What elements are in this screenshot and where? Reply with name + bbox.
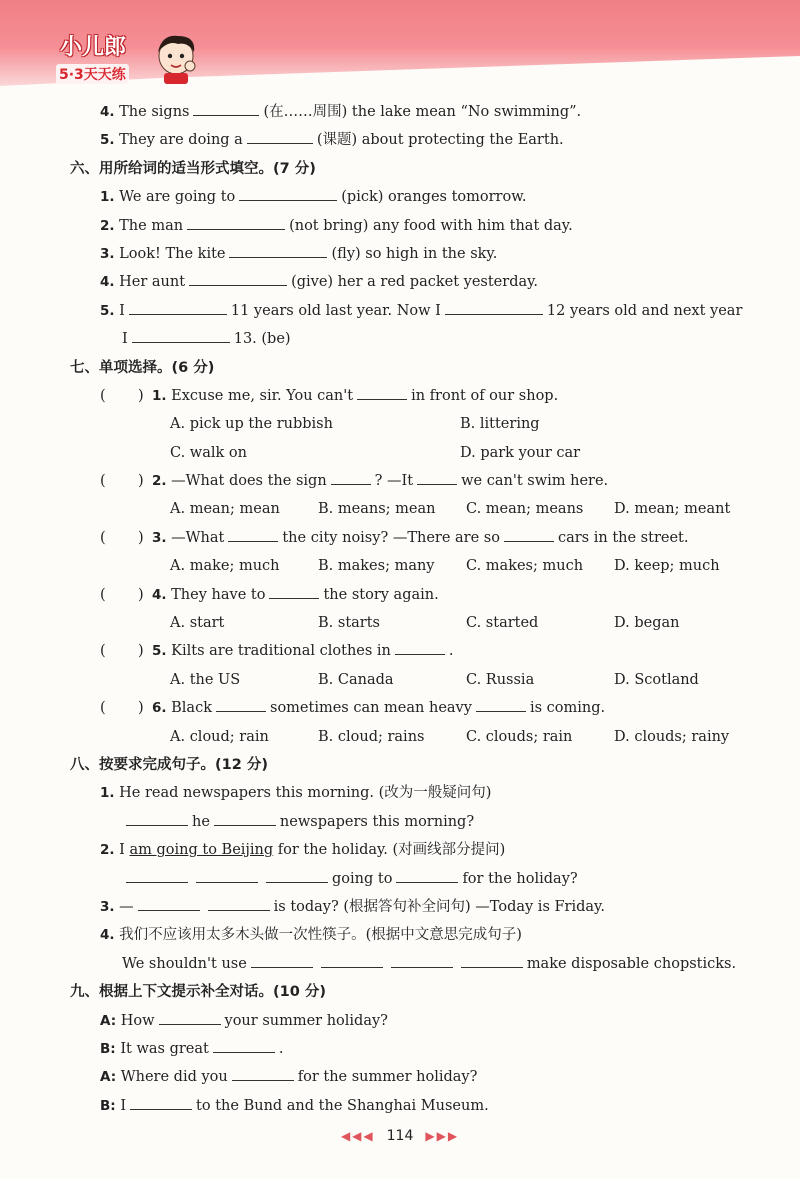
mc-options	[100, 609, 770, 637]
section-8-title: 八、按要求完成句子。(12 分)	[70, 756, 268, 773]
dialogue-line: B: I to the Bund and the Shanghai Museum.	[100, 1092, 770, 1120]
answer-blank[interactable]	[132, 325, 230, 343]
answer-blank[interactable]	[391, 950, 453, 968]
option[interactable]: B. littering	[460, 416, 540, 433]
fill-item: 3. Look! The kite (fly) so high in the sky.	[100, 240, 770, 268]
page-number: 114	[386, 1128, 414, 1144]
left-arrows-icon: ◀◀◀	[340, 1129, 375, 1143]
answer-blank[interactable]	[239, 183, 337, 201]
mc-question: ( ) 4. They have to the story again.	[100, 581, 770, 609]
answer-blank[interactable]	[126, 865, 188, 883]
right-arrows-icon: ▶▶▶	[425, 1129, 460, 1143]
answer-blank[interactable]	[130, 1092, 192, 1110]
mc-options	[100, 439, 770, 467]
option[interactable]: A. cloud; rain	[170, 728, 269, 745]
answer-blank[interactable]	[476, 694, 526, 712]
continued-item: 4. The signs (在……周围) the lake mean “No swimming”.	[100, 98, 770, 126]
boy-mascot-icon	[152, 32, 200, 84]
answer-blank[interactable]	[247, 126, 313, 144]
answer-blank[interactable]	[187, 212, 285, 230]
mc-options	[100, 723, 770, 751]
option[interactable]: D. mean; meant	[614, 501, 731, 518]
rewrite-item: 1. He read newspapers this morning. (改为一般疑问句)	[100, 785, 492, 802]
answer-blank[interactable]	[357, 382, 407, 400]
option[interactable]: C. Russia	[466, 671, 535, 688]
answer-blank[interactable]	[216, 694, 266, 712]
mc-options	[100, 410, 770, 438]
option[interactable]: A. pick up the rubbish	[170, 416, 333, 433]
answer-blank[interactable]	[208, 893, 270, 911]
answer-paren[interactable]: ( )	[100, 529, 144, 546]
answer-blank[interactable]	[396, 865, 458, 883]
mc-question: ( ) 6. Black sometimes can mean heavy is coming.	[100, 694, 770, 722]
fill-item: 5. I 11 years old last year. Now I 12 years old and next year	[100, 297, 770, 325]
rewrite-answer: going to for the holiday?	[100, 865, 770, 893]
option[interactable]: A. the US	[170, 671, 241, 688]
brand-name: 小儿郎	[60, 35, 127, 60]
fill-item: 4. Her aunt (give) her a red packet yesterday.	[100, 268, 770, 296]
section-7-title: 七、单项选择。(6 分)	[70, 359, 215, 376]
answer-blank[interactable]	[269, 581, 319, 599]
option[interactable]: C. mean; means	[466, 501, 584, 518]
answer-paren[interactable]: ( )	[100, 586, 144, 603]
section-9-title: 九、根据上下文提示补全对话。(10 分)	[70, 984, 326, 1001]
answer-blank[interactable]	[138, 893, 200, 911]
answer-blank[interactable]	[461, 950, 523, 968]
answer-paren[interactable]: ( )	[100, 473, 144, 490]
worksheet-content	[70, 98, 770, 1120]
answer-blank[interactable]	[229, 240, 327, 258]
option[interactable]: A. make; much	[170, 558, 280, 575]
option[interactable]: B. Canada	[318, 671, 394, 688]
answer-blank[interactable]	[331, 467, 371, 485]
answer-paren[interactable]: ( )	[100, 387, 144, 404]
answer-paren[interactable]: ( )	[100, 700, 144, 717]
answer-blank[interactable]	[196, 865, 258, 883]
dialogue-line: A: How your summer holiday?	[100, 1007, 770, 1035]
answer-blank[interactable]	[445, 297, 543, 315]
option[interactable]: D. began	[614, 615, 680, 632]
dialogue-line: B: It was great .	[100, 1035, 770, 1063]
option[interactable]: C. makes; much	[466, 558, 584, 575]
fill-item: 2. The man (not bring) any food with him that day.	[100, 212, 770, 240]
mc-question: ( ) 1. Excuse me, sir. You can't in front of our shop.	[100, 382, 770, 410]
option[interactable]: C. started	[466, 615, 539, 632]
option[interactable]: D. keep; much	[614, 558, 720, 575]
mc-options	[100, 552, 770, 580]
answer-blank[interactable]	[266, 865, 328, 883]
option[interactable]: D. park your car	[460, 444, 581, 461]
underlined-phrase: am going to Beijing	[129, 842, 274, 859]
answer-blank[interactable]	[126, 808, 188, 826]
answer-blank[interactable]	[129, 297, 227, 315]
section-6-title: 六、用所给词的适当形式填空。(7 分)	[70, 160, 316, 177]
mc-options	[100, 666, 770, 694]
option[interactable]: B. cloud; rains	[318, 728, 425, 745]
option[interactable]: A. start	[170, 615, 225, 632]
option[interactable]: B. means; mean	[318, 501, 436, 518]
option[interactable]: D. Scotland	[614, 671, 699, 688]
page-footer	[0, 1128, 800, 1144]
rewrite-item: 3. — is today? (根据答句补全问句) —Today is Friday.	[100, 893, 770, 921]
mc-options	[100, 495, 770, 523]
answer-paren[interactable]: ( )	[100, 643, 144, 660]
option[interactable]: B. starts	[318, 615, 380, 632]
answer-blank[interactable]	[251, 950, 313, 968]
series-name: 5·3天天练	[56, 64, 129, 84]
mc-question: ( ) 3. —What the city noisy? —There are so cars in the street.	[100, 524, 770, 552]
rewrite-answer: We shouldn't use make disposable chopsticks.	[100, 950, 770, 978]
answer-blank[interactable]	[193, 98, 259, 116]
mc-question: ( ) 2. —What does the sign ? —It we can't swim here.	[100, 467, 770, 495]
option[interactable]: C. clouds; rain	[466, 728, 573, 745]
rewrite-answer: he newspapers this morning?	[100, 808, 770, 836]
option[interactable]: D. clouds; rainy	[614, 728, 730, 745]
fill-item: 1. We are going to (pick) oranges tomorrow.	[100, 183, 770, 211]
option[interactable]: A. mean; mean	[170, 501, 280, 518]
rewrite-item: 4. 我们不应该用太多木头做一次性筷子。(根据中文意思完成句子)	[100, 927, 522, 944]
answer-blank[interactable]	[159, 1007, 221, 1025]
answer-blank[interactable]	[214, 808, 276, 826]
mc-question: ( ) 5. Kilts are traditional clothes in .	[100, 637, 770, 665]
answer-blank[interactable]	[321, 950, 383, 968]
answer-blank[interactable]	[189, 268, 287, 286]
answer-blank[interactable]	[504, 524, 554, 542]
fill-item-continued: I 13. (be)	[100, 325, 770, 353]
rewrite-item: 2. I am going to Beijing for the holiday. (对画线部分提问)	[100, 842, 506, 859]
brand-logo	[56, 30, 196, 90]
answer-blank[interactable]	[395, 637, 445, 655]
option[interactable]: B. makes; many	[318, 558, 435, 575]
continued-item: 5. They are doing a (课题) about protecting the Earth.	[100, 126, 770, 154]
option[interactable]: C. walk on	[170, 444, 247, 461]
dialogue-line: A: Where did you for the summer holiday?	[100, 1063, 770, 1091]
answer-blank[interactable]	[232, 1063, 294, 1081]
answer-blank[interactable]	[417, 467, 457, 485]
answer-blank[interactable]	[213, 1035, 275, 1053]
answer-blank[interactable]	[228, 524, 278, 542]
